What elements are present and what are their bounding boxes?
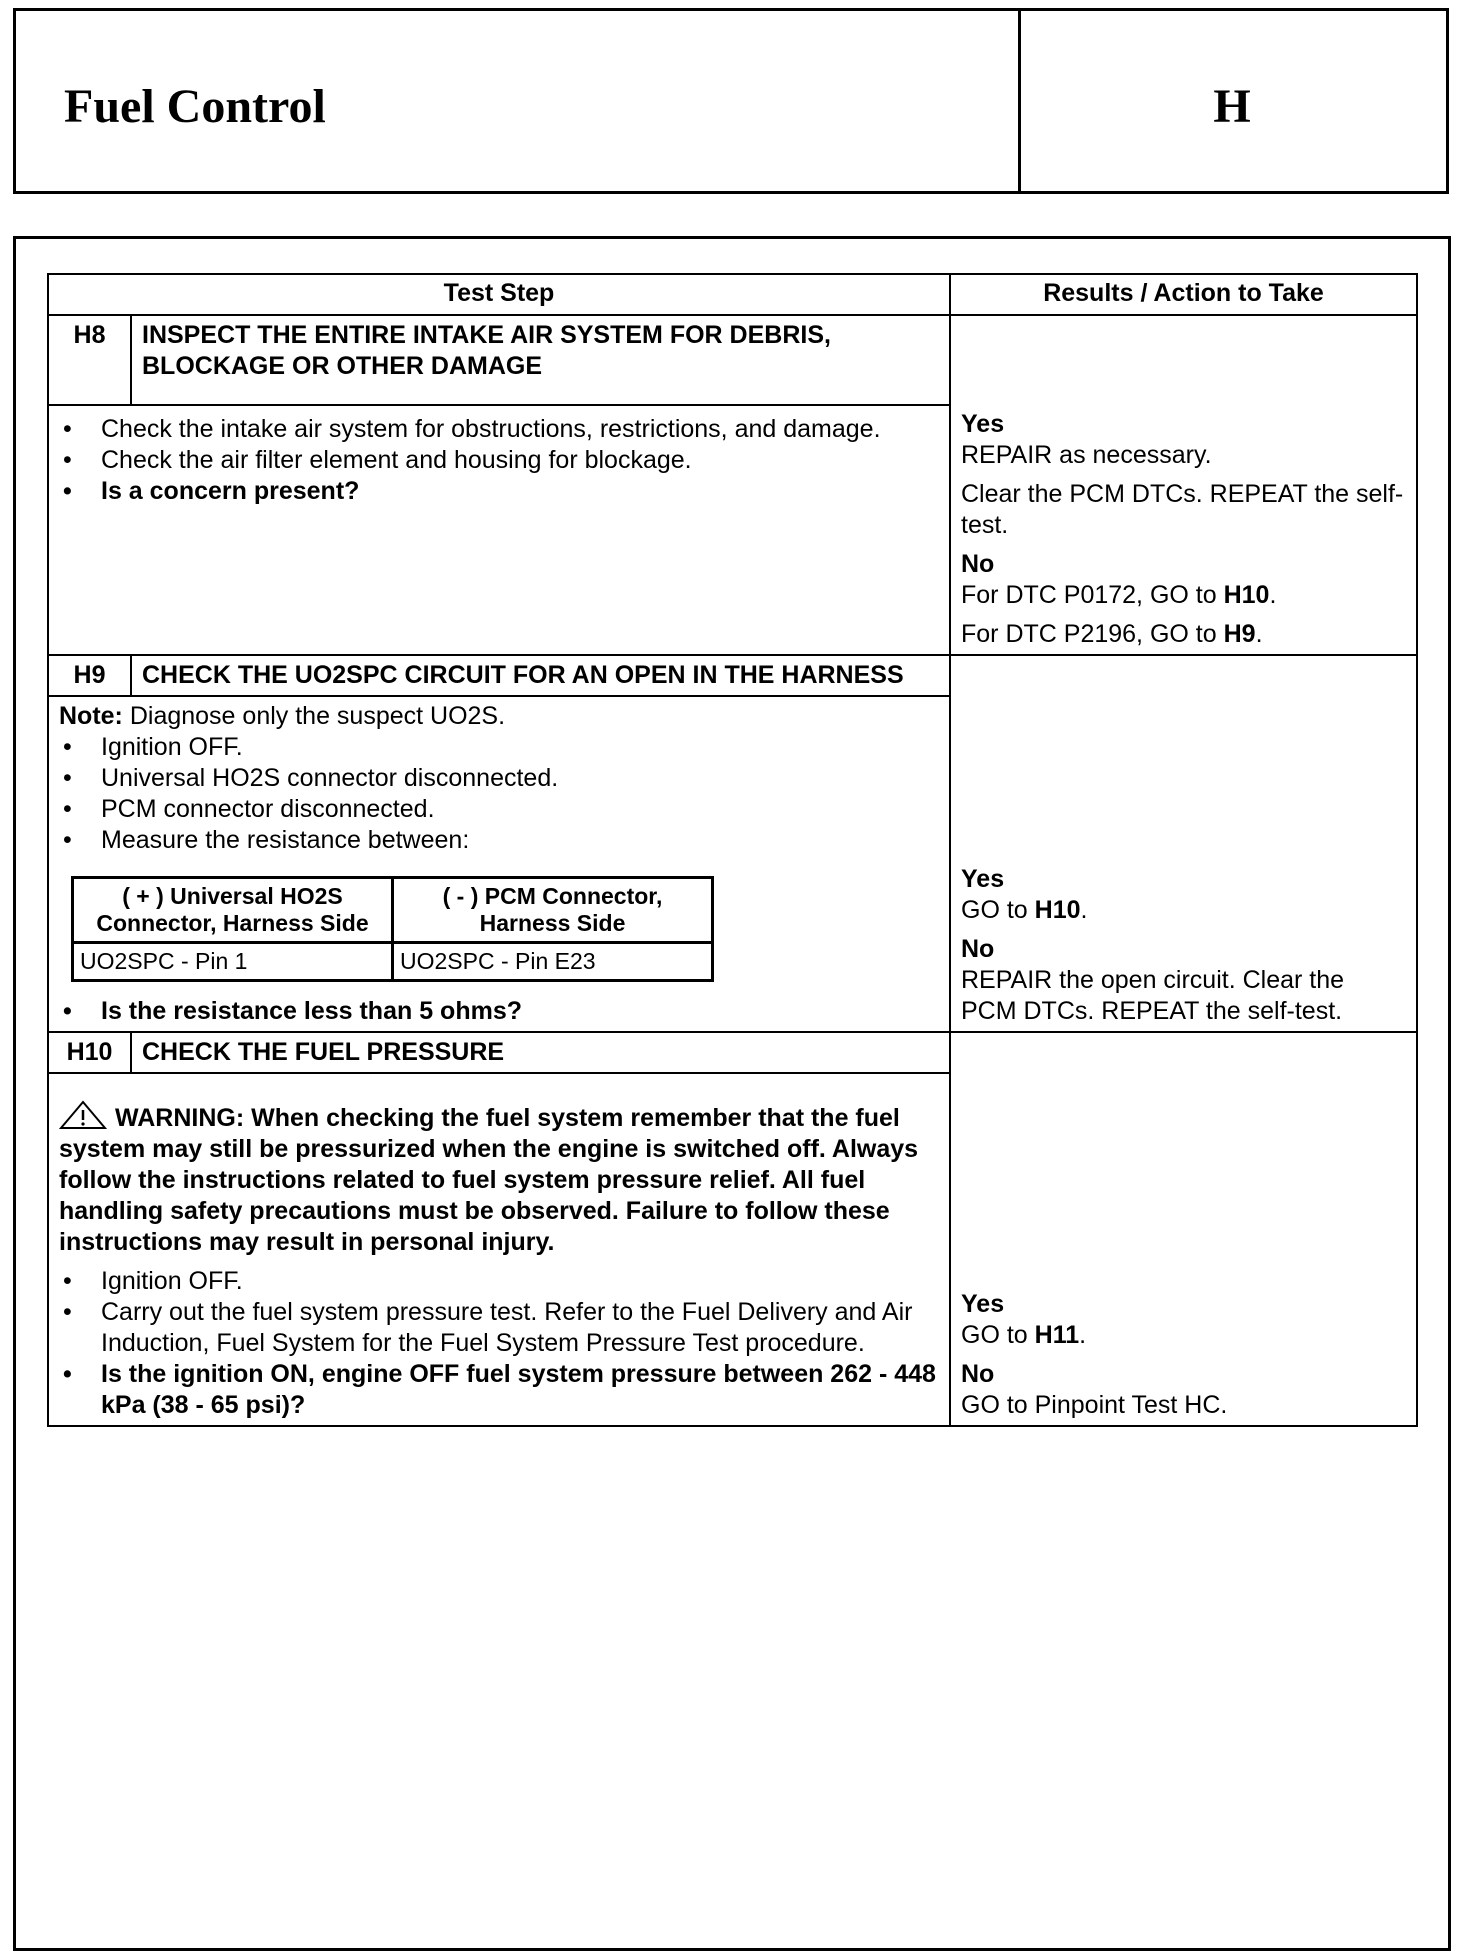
- step-number: H8: [48, 315, 131, 405]
- table-header-row: [48, 274, 1417, 315]
- no-action-text: For DTC P0172, GO to: [961, 581, 1224, 609]
- list-item: • Measure the resistance between:: [101, 825, 939, 856]
- step-title-row: [48, 1032, 1417, 1073]
- no-label: No: [961, 935, 995, 963]
- yes-action: Clear the PCM DTCs. REPEAT the self-test.: [961, 480, 1404, 539]
- step-number: H10: [48, 1032, 131, 1073]
- list-item: • PCM connector disconnected.: [101, 794, 939, 825]
- step-note: [59, 701, 939, 732]
- note-label: Note:: [59, 702, 123, 730]
- yes-action-text: GO to: [961, 1321, 1035, 1349]
- header-box: [13, 8, 1449, 194]
- list-item: • Check the intake air system for obstructions, restrictions, and damage.: [101, 414, 939, 445]
- column-header-results: Results / Action to Take: [950, 274, 1417, 315]
- no-action: For DTC P0172, GO to H10.: [961, 581, 1277, 609]
- step-reference: H9: [1223, 620, 1256, 648]
- step-body: [48, 405, 950, 655]
- step-result: [950, 315, 1417, 655]
- step-reference: H10: [1034, 896, 1081, 924]
- step-number: H9: [48, 655, 131, 696]
- step-result: [950, 1032, 1417, 1426]
- yes-label: Yes: [961, 865, 1005, 893]
- step-question: • Is the resistance less than 5 ohms?: [101, 996, 939, 1027]
- step-result: [950, 655, 1417, 1032]
- step-body: [48, 1073, 950, 1426]
- pinpoint-test-table: [47, 273, 1418, 1427]
- no-label: No: [961, 550, 995, 578]
- step-title: CHECK THE FUEL PRESSURE: [131, 1032, 950, 1073]
- no-action: For DTC P2196, GO to H9.: [961, 620, 1263, 648]
- no-label: No: [961, 1360, 995, 1388]
- step-title-row: [48, 315, 1417, 405]
- yes-label: Yes: [961, 1290, 1005, 1318]
- step-question: • Is the ignition ON, engine OFF fuel system pressure between 262 - 448 kPa (38 - 65 psi)?: [101, 1359, 939, 1421]
- note-text: Diagnose only the suspect UO2S.: [122, 702, 506, 730]
- measurement-cell-positive: UO2SPC - Pin 1: [73, 943, 393, 981]
- step-question: • Is a concern present?: [101, 476, 939, 507]
- warning-message: WARNING: When checking the fuel system remember that the fuel system may still be pressurized when the engine is switched off. Always follow the instructions related to fuel system pressure relief. All fuel handling safety precautions must be observed. Failure to follow these instructions may result in personal injury.: [59, 1104, 919, 1256]
- warning-text: [59, 1100, 939, 1258]
- measurement-table: [71, 876, 714, 982]
- yes-action: REPAIR as necessary.: [961, 441, 1212, 469]
- column-header-test-step: Test Step: [48, 274, 950, 315]
- list-item: • Carry out the fuel system pressure test. Refer to the Fuel Delivery and Air Induction, Fuel System for the Fuel System Pressure Test procedure.: [101, 1297, 939, 1359]
- measurement-cell-negative: UO2SPC - Pin E23: [393, 943, 713, 981]
- section-letter: H: [1213, 80, 1251, 133]
- step-reference: H11: [1034, 1321, 1080, 1349]
- yes-action-text: GO to: [961, 896, 1035, 924]
- list-item: • Universal HO2S connector disconnected.: [101, 763, 939, 794]
- list-item: • Ignition OFF.: [101, 732, 939, 763]
- page-title: Fuel Control: [64, 80, 326, 133]
- measurement-header-positive: ( + ) Universal HO2S Connector, Harness Side: [73, 878, 393, 943]
- list-item: • Check the air filter element and housing for blockage.: [101, 445, 939, 476]
- yes-action: GO to H10.: [961, 896, 1088, 924]
- no-action-text: For DTC P2196, GO to: [961, 620, 1224, 648]
- step-title: INSPECT THE ENTIRE INTAKE AIR SYSTEM FOR DEBRIS, BLOCKAGE OR OTHER DAMAGE: [131, 315, 950, 405]
- step-body: [48, 696, 950, 1032]
- no-action: GO to Pinpoint Test HC.: [961, 1391, 1228, 1419]
- list-item: • Ignition OFF.: [101, 1266, 939, 1297]
- step-title-row: [48, 655, 1417, 696]
- yes-label: Yes: [961, 410, 1005, 438]
- step-reference: H10: [1223, 581, 1270, 609]
- step-title: CHECK THE UO2SPC CIRCUIT FOR AN OPEN IN THE HARNESS: [131, 655, 950, 696]
- warning-icon: [59, 1100, 107, 1130]
- measurement-header-negative: ( - ) PCM Connector, Harness Side: [393, 878, 713, 943]
- yes-action: GO to H11.: [961, 1321, 1087, 1349]
- no-action: REPAIR the open circuit. Clear the PCM DTCs. REPEAT the self-test.: [961, 966, 1345, 1025]
